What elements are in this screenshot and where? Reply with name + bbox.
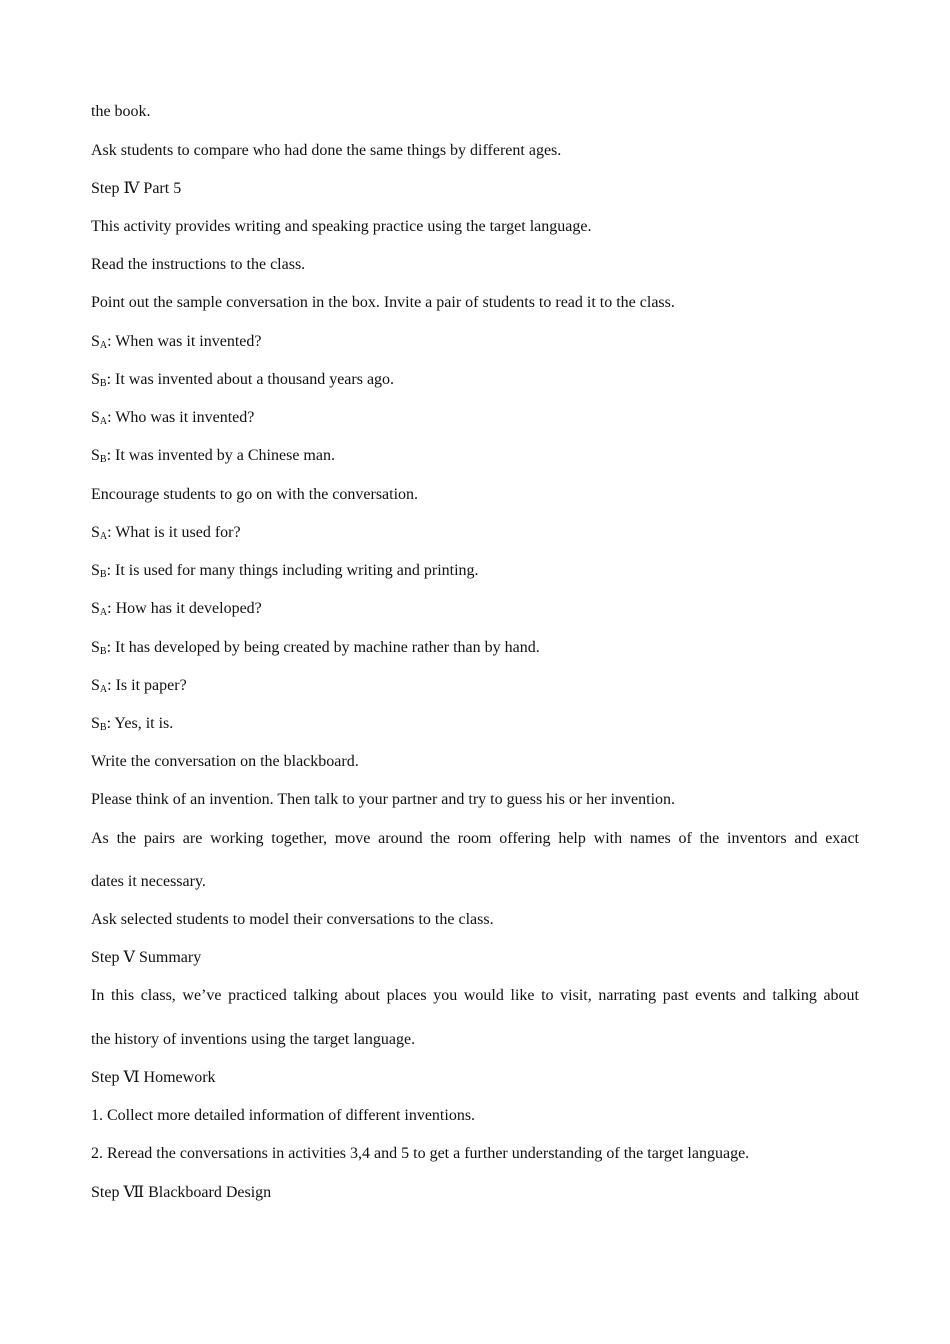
speaker-label: S (91, 524, 100, 541)
dialogue-text: : Who was it invented? (107, 409, 255, 426)
paragraph-text: Ask selected students to model their conversations to the class. (91, 911, 494, 928)
dialogue-text: : How has it developed? (107, 600, 262, 617)
dialogue-text: : It was invented about a thousand years ago. (106, 371, 395, 388)
paragraph-text: This activity provides writing and speaking practice using the target language. (91, 218, 592, 235)
paragraph-text: Please think of an invention. Then talk to your partner and try to guess his or her invention. (91, 791, 676, 808)
dialogue-text: : It is used for many things including writing and printing. (106, 562, 479, 579)
paragraph-text: Point out the sample conversation in the box. Invite a pair of students to read it to the class. (91, 294, 675, 311)
paragraph-text: the book. (91, 103, 151, 120)
paragraph-text: As the pairs are working together, move around the room offering help with names of the inventors and exact (91, 830, 859, 847)
list-item: 2. Reread the conversations in activities 3,4 and 5 to get a further understanding of the target language. (91, 1145, 750, 1162)
speaker-subscript: B (99, 454, 107, 465)
speaker-subscript: B (99, 722, 107, 733)
dialogue-line (91, 523, 859, 543)
speaker-subscript: B (99, 646, 107, 657)
step-heading: Step Ⅳ Part 5 (91, 180, 182, 197)
speaker-subscript: B (99, 569, 107, 580)
speaker-label: S (91, 371, 100, 388)
paragraph-text: Write the conversation on the blackboard. (91, 753, 359, 770)
speaker-label: S (91, 562, 100, 579)
paragraph-text: Ask students to compare who had done the same things by different ages. (91, 142, 562, 159)
dialogue-line (91, 446, 859, 466)
speaker-label: S (91, 600, 100, 617)
speaker-subscript: B (99, 378, 107, 389)
dialogue-text: : Yes, it is. (106, 715, 174, 732)
dialogue-line (91, 561, 859, 581)
speaker-subscript: A (99, 684, 108, 695)
dialogue-line (91, 599, 859, 619)
dialogue-line (91, 332, 859, 352)
speaker-label: S (91, 409, 100, 426)
dialogue-text: : What is it used for? (107, 524, 241, 541)
list-item: 1. Collect more detailed information of different inventions. (91, 1107, 476, 1124)
paragraph-text: dates it necessary. (91, 873, 206, 890)
paragraph-text: Encourage students to go on with the conversation. (91, 486, 419, 503)
dialogue-line (91, 676, 859, 696)
step-heading: Step Ⅵ Homework (91, 1069, 216, 1086)
dialogue-line (91, 408, 859, 428)
speaker-subscript: A (99, 340, 108, 351)
speaker-subscript: A (99, 416, 108, 427)
dialogue-line (91, 370, 859, 390)
step-heading: Step Ⅴ Summary (91, 949, 202, 966)
speaker-label: S (91, 447, 100, 464)
dialogue-line (91, 714, 859, 734)
step-heading: Step Ⅶ Blackboard Design (91, 1184, 272, 1201)
dialogue-text: : When was it invented? (107, 333, 262, 350)
dialogue-line (91, 638, 859, 658)
dialogue-text: : It was invented by a Chinese man. (106, 447, 335, 464)
paragraph-text: In this class, we’ve practiced talking about places you would like to visit, narrating past events and talking about (91, 987, 859, 1004)
speaker-subscript: A (99, 607, 108, 618)
speaker-label: S (91, 639, 100, 656)
speaker-label: S (91, 333, 100, 350)
paragraph-text: the history of inventions using the target language. (91, 1031, 416, 1048)
speaker-subscript: A (99, 531, 108, 542)
paragraph-text: Read the instructions to the class. (91, 256, 306, 273)
dialogue-text: : Is it paper? (107, 677, 187, 694)
dialogue-text: : It has developed by being created by machine rather than by hand. (106, 639, 540, 656)
speaker-label: S (91, 677, 100, 694)
speaker-label: S (91, 715, 100, 732)
